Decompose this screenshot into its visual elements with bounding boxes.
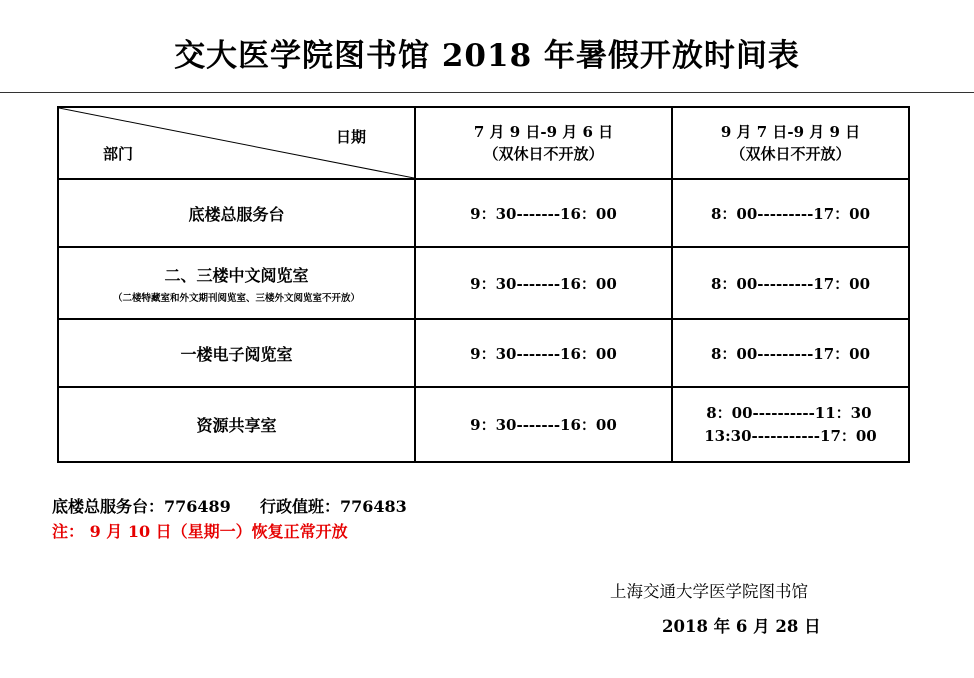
admin-duty-phone: 行政值班：776483 — [259, 497, 407, 516]
hours-period-2-cell — [672, 387, 909, 462]
hours-period-1: 9：30-------16：00 — [415, 179, 672, 247]
contact-line — [52, 494, 407, 517]
table-row — [58, 319, 909, 387]
period-1-dates: 7 月 9 日-9 月 6 日 — [473, 123, 614, 141]
dept-cell — [58, 247, 415, 319]
dept-cell — [58, 179, 415, 247]
hours-period-2: 8：00---------17：00 — [672, 179, 909, 247]
header-date-label: 日期 — [335, 128, 366, 146]
dept-name: 底楼总服务台 — [188, 204, 285, 224]
hours-period-2-split — [704, 402, 877, 448]
hours-period-1: 9：30-------16：00 — [415, 319, 672, 387]
hours-period-2-afternoon: 13:30-----------17：00 — [704, 426, 877, 445]
page-title: 交大医学院图书馆 2018 年暑假开放时间表 — [174, 38, 800, 74]
period-1-note: （双休日不开放） — [483, 145, 604, 163]
service-desk-phone: 底楼总服务台：776489 — [52, 497, 231, 516]
header-period-2 — [672, 107, 909, 179]
table-header-row — [58, 107, 909, 179]
reopen-note: 注： 9 月 10 日（星期一）恢复正常开放 — [52, 522, 348, 541]
table-row — [58, 179, 909, 247]
header-corner-cell — [58, 107, 415, 179]
dept-name: 一楼电子阅览室 — [180, 344, 293, 364]
title-divider — [0, 92, 974, 93]
period-2-note: （双休日不开放） — [730, 145, 851, 163]
hours-period-1: 9：30-------16：00 — [415, 387, 672, 462]
signature-date: 2018 年 6 月 28 日 — [662, 617, 821, 636]
table-row — [58, 247, 909, 319]
hours-period-1: 9：30-------16：00 — [415, 247, 672, 319]
schedule-table — [57, 106, 910, 463]
dept-cell — [58, 319, 415, 387]
header-period-1 — [415, 107, 672, 179]
hours-period-2: 8：00---------17：00 — [672, 247, 909, 319]
dept-name: 资源共享室 — [196, 416, 277, 435]
header-dept-label: 部门 — [103, 145, 134, 163]
period-2-dates: 9 月 7 日-9 月 9 日 — [720, 123, 861, 141]
dept-note: （二楼特藏室和外文期刊阅览室、三楼外文阅览室不开放） — [112, 292, 360, 304]
table-row — [58, 387, 909, 462]
signature-org: 上海交通大学医学院图书馆 — [610, 582, 808, 601]
dept-cell — [58, 387, 415, 462]
dept-name: 二、三楼中文阅览室 — [164, 265, 309, 285]
hours-period-2: 8：00---------17：00 — [672, 319, 909, 387]
hours-period-2-morning: 8：00----------11：30 — [706, 403, 872, 422]
